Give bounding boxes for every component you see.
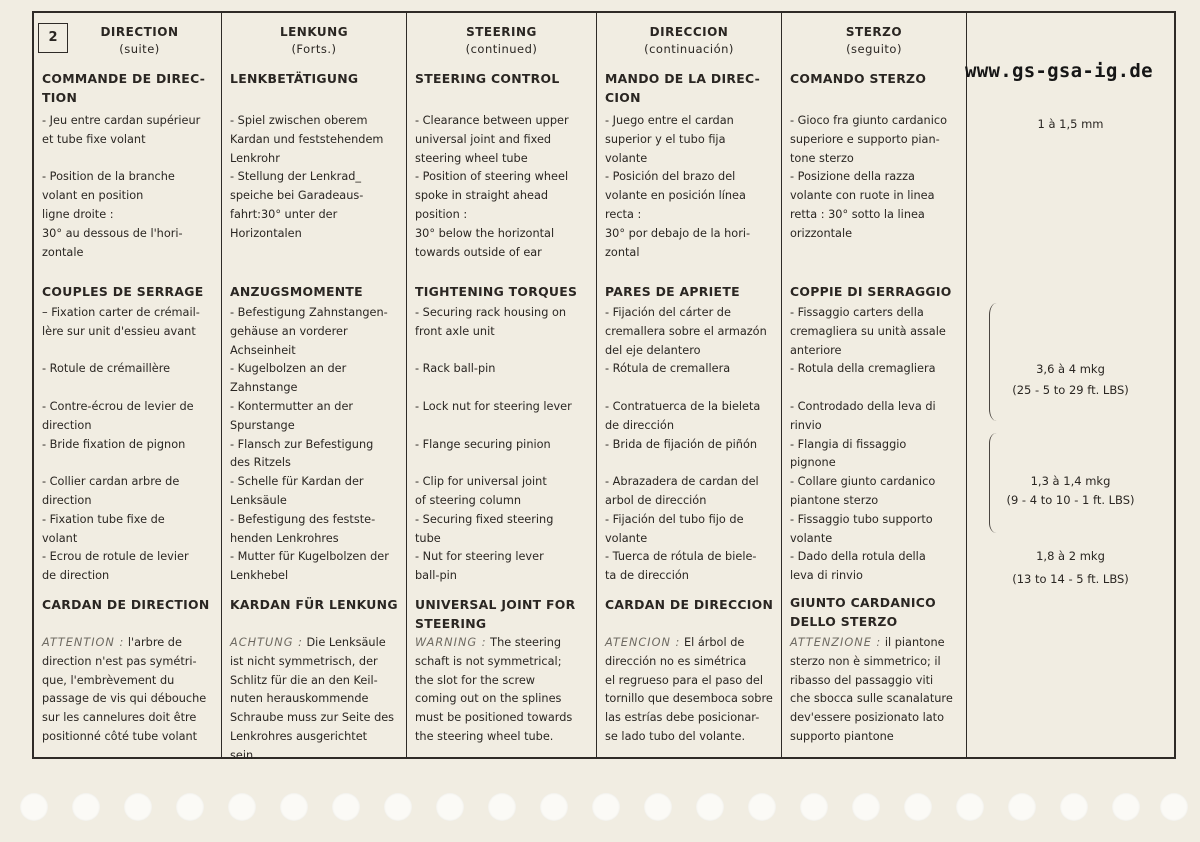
binder-hole	[228, 793, 256, 821]
binder-holes	[20, 793, 1190, 823]
warning-body: l'arbre de direction n'est pas symétri- que, l'embrèvement du passage de vis qui débouche sur les cannelures doit être positionné côté tube volant	[42, 636, 207, 743]
section-title-joint: CARDAN DE DIRECCION	[605, 597, 774, 612]
binder-hole	[800, 793, 828, 821]
column-subtitle: (seguito)	[846, 42, 902, 56]
binder-hole	[904, 793, 932, 821]
warning-body: il piantone sterzo non è simmetrico; il ribasso del passaggio viti che sbocca sulle scanalature dev'essere posizionato lato supporto piantone	[790, 636, 953, 743]
binder-hole	[852, 793, 880, 821]
binder-hole	[384, 793, 412, 821]
column-title: STERZO	[845, 25, 903, 39]
section-title-torques: ANZUGSMOMENTE	[230, 284, 363, 299]
binder-hole	[20, 793, 48, 821]
column-header	[58, 25, 221, 56]
section-title-torques: PARES DE APRIETE	[605, 284, 740, 299]
section-title-control: LENKBETÄTIGUNG	[230, 71, 359, 86]
warning-label: WARNING :	[415, 636, 487, 649]
binder-hole	[1008, 793, 1036, 821]
column-header	[407, 25, 596, 56]
torque-imperial-2: (9 - 4 to 10 - 1 ft. LBS)	[1006, 493, 1135, 507]
section-text-torques: – Fixation carter de crémail- lère sur unit d'essieu avant - Rotule de crémaillère - Contre-écrou de levier de direction - Bride fixation de pignon - Collier cardan arbre de direction - Fixation tube fixe de volant - Ecrou de rotule de levier de direction	[42, 306, 200, 583]
column-title: DIRECTION	[100, 25, 179, 39]
column-german	[222, 13, 407, 762]
warning-body: Die Lenksäule ist nicht symmetrisch, der Schlitz für die an den Keil- nuten herauskommende Schraube muss zur Seite des Lenkrohres ausgerichtet sein.	[230, 636, 395, 762]
warning-label: ATTENZIONE :	[790, 636, 882, 649]
column-subtitle: (Forts.)	[291, 42, 337, 56]
warning-label: ACHTUNG :	[230, 636, 303, 649]
column-spanish	[597, 13, 782, 757]
torque-imperial-3: (13 to 14 - 5 ft. LBS)	[1012, 572, 1129, 586]
specification-table	[32, 11, 1176, 762]
page-number: 2	[38, 23, 68, 53]
binder-hole	[72, 793, 100, 821]
section-title-control: STEERING CONTROL	[415, 71, 560, 86]
torque-value-3: 1,8 à 2 mkg	[1036, 549, 1105, 563]
binder-hole	[1112, 793, 1140, 821]
section-text-control: - Clearance between upper universal joint and fixed steering wheel tube - Position of steering wheel spoke in straight ahead position : 30° below the horizontal towards outside of ear	[415, 114, 569, 259]
column-french	[34, 13, 222, 757]
column-title: LENKUNG	[279, 25, 349, 39]
binder-hole	[592, 793, 620, 821]
binder-hole	[696, 793, 724, 821]
warning-label: ATTENTION :	[42, 636, 125, 649]
section-title-joint: KARDAN FÜR LENKUNG	[230, 597, 398, 612]
column-values	[967, 13, 1174, 757]
section-text-control: - Jeu entre cardan supérieur et tube fixe volant - Position de la branche volant en position ligne droite : 30° au dessous de l'hori- zontale	[42, 114, 201, 259]
website-watermark: www.gs-gsa-ig.de	[965, 60, 1153, 82]
column-header	[597, 25, 781, 56]
binder-hole	[436, 793, 464, 821]
column-title: STEERING	[466, 25, 537, 39]
section-title-control: COMANDO STERZO	[790, 71, 927, 86]
section-text-control: - Juego entre el cardan superior y el tubo fija volante - Posición del brazo del volante en posición línea recta : 30° por debajo de la hori- zontal	[605, 114, 751, 259]
section-text-control: - Gioco fra giunto cardanico superiore e supporto pian- tone sterzo - Posizione della razza volante con ruote in linea retta : 30° sotto la linea orizzontale	[790, 114, 947, 240]
binder-hole	[176, 793, 204, 821]
binder-hole	[540, 793, 568, 821]
warning-text	[42, 634, 217, 747]
torque-imperial-1: (25 - 5 to 29 ft. LBS)	[1012, 383, 1129, 397]
binder-hole	[280, 793, 308, 821]
torque-value-1: 3,6 à 4 mkg	[1036, 362, 1105, 376]
section-title-joint: UNIVERSAL JOINT FOR STEERING	[415, 597, 576, 631]
column-subtitle: (continued)	[465, 42, 538, 56]
warning-body: El árbol de dirección no es simétrica el regrueso para el paso del tornillo que desemboca sobre las estrías debe posicionar- se lado tubo del volante.	[605, 636, 773, 743]
section-title-torques: COPPIE DI SERRAGGIO	[790, 284, 952, 299]
binder-hole	[1060, 793, 1088, 821]
binder-hole	[956, 793, 984, 821]
warning-body: The steering schaft is not symmetrical; the slot for the screw coming out on the splines must be positioned towards the steering wheel tube.	[415, 636, 573, 743]
column-italian	[782, 13, 967, 757]
column-header	[222, 25, 406, 56]
section-title-joint: GIUNTO CARDANICO DELLO STERZO	[790, 595, 937, 629]
column-subtitle: (suite)	[119, 42, 160, 56]
binder-hole	[124, 793, 152, 821]
section-text-torques: - Fissaggio carters della cremagliera su unità assale anteriore - Rotula della cremagliera - Controdado della leva di rinvio - Flangia di fissaggio pignone - Collare giunto cardanico piantone sterzo - Fissaggio tubo supporto volante - Dado della rotula della leva di rinvio	[790, 306, 946, 583]
warning-text	[415, 634, 592, 747]
binder-hole	[748, 793, 776, 821]
binder-hole	[1160, 793, 1188, 821]
binder-hole	[644, 793, 672, 821]
torque-value-2: 1,3 à 1,4 mkg	[1030, 474, 1111, 488]
section-text-control: - Spiel zwischen oberem Kardan und feststehendem Lenkrohr - Stellung der Lenkrad_ speiche bei Garadeaus- fahrt:30° unter der Horizontalen	[230, 114, 384, 240]
section-title-torques: COUPLES DE SERRAGE	[42, 284, 204, 299]
warning-text	[230, 634, 402, 766]
binder-hole	[488, 793, 516, 821]
section-text-torques: - Securing rack housing on front axle unit - Rack ball-pin - Lock nut for steering lever - Flange securing pinion - Clip for universal joint of steering column - Securing fixed steering tube - Nut for steering lever ball-pin	[415, 306, 572, 583]
column-english	[407, 13, 597, 757]
warning-label: ATENCION :	[605, 636, 681, 649]
clearance-value: 1 à 1,5 mm	[1037, 117, 1104, 131]
column-header	[782, 25, 966, 56]
column-subtitle: (continuación)	[644, 42, 734, 56]
section-title-control: COMMANDE DE DIREC- TION	[42, 71, 206, 105]
section-text-torques: - Befestigung Zahnstangen- gehäuse an vorderer Achseinheit - Kugelbolzen an der Zahnstange - Kontermutter an der Spurstange - Flansch zur Befestigung des Ritzels - Schelle für Kardan der Lenksäule - Befestigung des festste- henden Lenkrohres - Mutter für Kugelbolzen der Lenkhebel	[230, 306, 389, 583]
binder-hole	[332, 793, 360, 821]
column-title: DIRECCION	[649, 25, 729, 39]
section-text-torques: - Fijación del cárter de cremallera sobre el armazón del eje delantero - Rótula de cremallera - Contratuerca de la bieleta de dirección - Brida de fijación de piñón - Abrazadera de cardan del arbol de dirección - Fijación del tubo fijo de volante - Tuerca de rótula de biele- ta de dirección	[605, 306, 767, 583]
section-title-torques: TIGHTENING TORQUES	[415, 284, 578, 299]
warning-text	[790, 634, 962, 747]
section-title-control: MANDO DE LA DIREC- CION	[605, 71, 761, 105]
warning-text	[605, 634, 777, 747]
section-title-joint: CARDAN DE DIRECTION	[42, 597, 210, 612]
